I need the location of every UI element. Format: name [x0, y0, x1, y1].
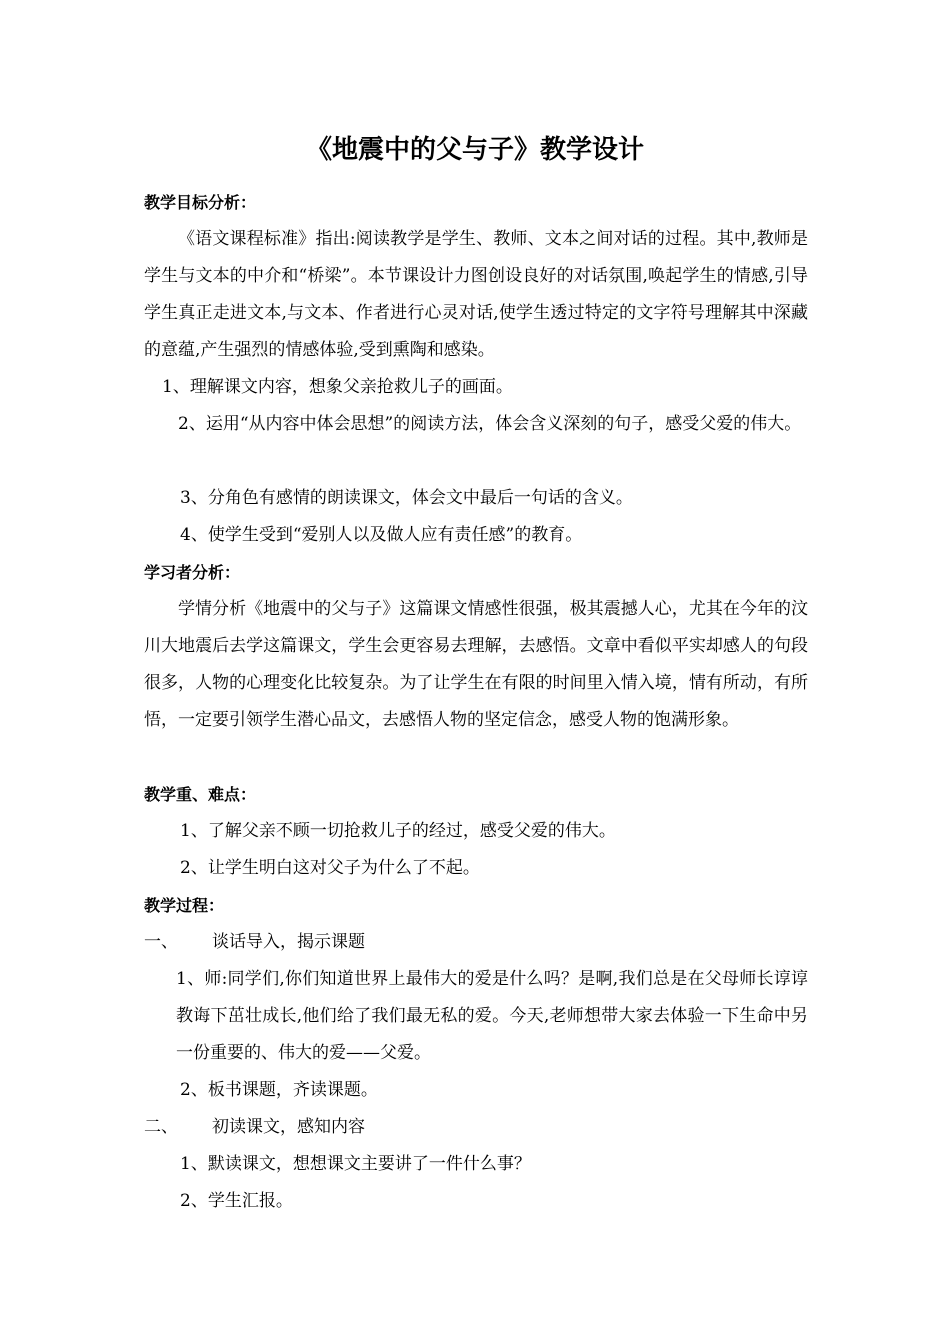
key-point-item-1: 1、了解父亲不顾一切抢救儿子的经过，感受父爱的伟大。 — [180, 821, 616, 841]
section-heading-process: 教学过程： — [144, 896, 225, 915]
step-1-number: 一、 — [144, 932, 178, 952]
process-step-2 — [144, 1109, 808, 1146]
goal-item-4: 4、使学生受到“爱别人以及做人应有责任感”的教育。 — [180, 525, 583, 545]
step-2-title: 初读课文，感知内容 — [212, 1117, 365, 1137]
goals-intro-paragraph: 《语文课程标准》指出:阅读教学是学生、教师、文本之间对话的过程。其中,教师是学生与文本的中介和“桥梁”。本节课设计力图创设良好的对话氛围,唤起学生的情感,引导学生真正走进文本,与文本、作者进行心灵对话,使学生透过特定的文字符号理解其中深藏的意蕴,产生强烈的情感体验,受到熏陶和感染。 — [144, 229, 808, 360]
document-title: 《地震中的父与子》教学设计 — [305, 135, 644, 165]
process-step-1 — [144, 924, 808, 961]
section-heading-learners: 学习者分析： — [144, 563, 241, 582]
key-point-item-2: 2、让学生明白这对父子为什么了不起。 — [180, 858, 480, 878]
step-2-number: 二、 — [144, 1117, 178, 1137]
section-heading-key-points: 教学重、难点： — [144, 785, 257, 804]
step-1-item-2: 2、板书课题，齐读课题。 — [180, 1080, 378, 1100]
goal-item-1: 1、理解课文内容，想象父亲抢救儿子的画面。 — [162, 377, 513, 397]
step-2-item-1: 1、默读课文，想想课文主要讲了一件什么事？ — [180, 1154, 531, 1174]
goal-item-2: 2、运用“从内容中体会思想”的阅读方法，体会含义深刻的句子，感受父爱的伟大。 — [178, 414, 802, 434]
learners-paragraph: 学情分析《地震中的父与子》这篇课文情感性很强，极其震撼人心，尤其在今年的汶川大地震后去学这篇课文，学生会更容易去理解，去感悟。文章中看似平实却感人的句段很多，人物的心理变化比较复杂。为了让学生在有限的时间里入情入境，情有所动，有所悟，一定要引领学生潜心品文，去感悟人物的坚定信念，感受人物的饱满形象。 — [144, 599, 808, 730]
step-2-item-2: 2、学生汇报。 — [180, 1191, 293, 1211]
goal-item-3: 3、分角色有感情的朗读课文，体会文中最后一句话的含义。 — [180, 488, 633, 508]
step-1-item-1: 1、师:同学们,你们知道世界上最伟大的爱是什么吗？是啊,我们总是在父母师长谆谆教诲下茁壮成长,他们给了我们最无私的爱。今天,老师想带大家去体验一下生命中另一份重要的、伟大的爱——父爱。 — [176, 969, 808, 1063]
section-heading-goals: 教学目标分析： — [144, 193, 257, 212]
step-1-title: 谈话导入，揭示课题 — [212, 932, 365, 952]
